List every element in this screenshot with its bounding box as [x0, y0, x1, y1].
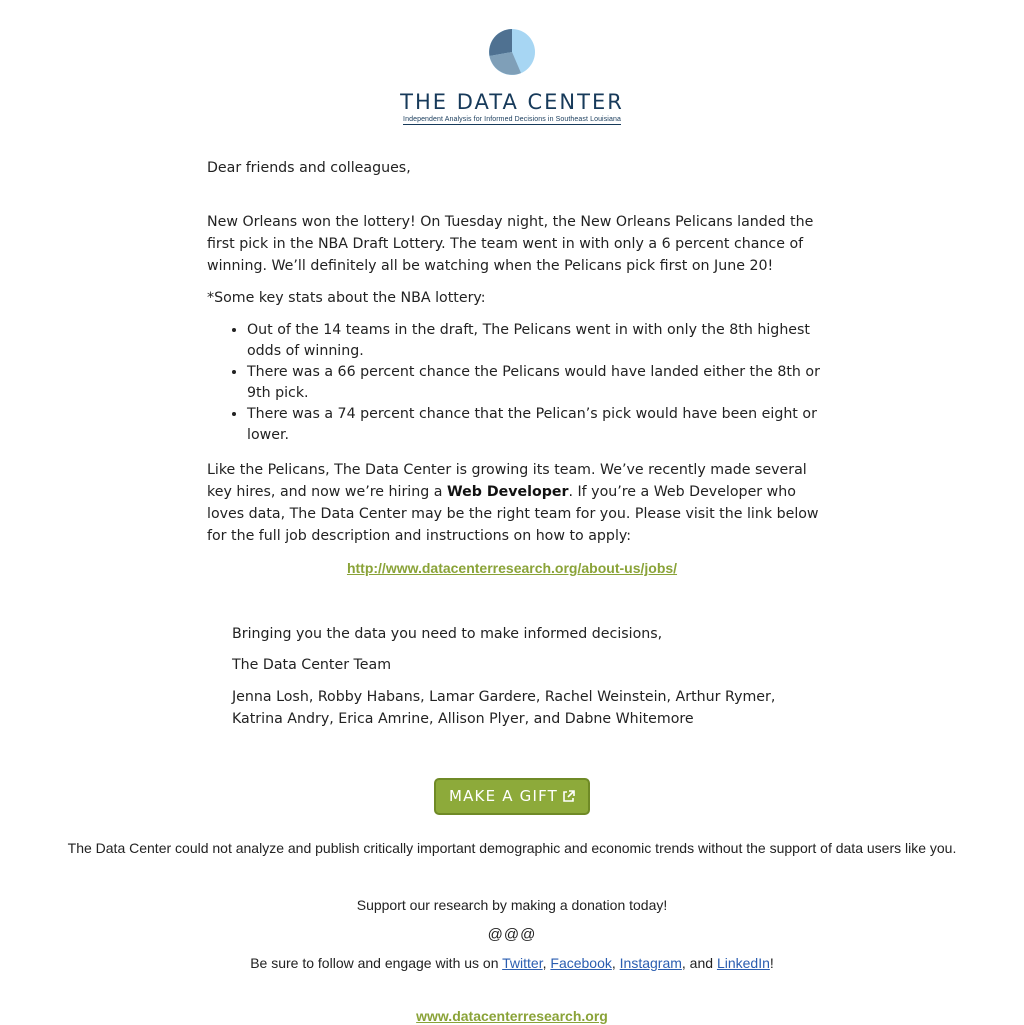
separator-text: , and [681, 955, 717, 971]
list-item: • There was a 74 percent chance that the Pelican’s pick would have been eight or lower. [247, 404, 842, 446]
donate-prompt: Support our research by making a donation today! [356, 897, 668, 913]
separator: @@@ [487, 926, 537, 943]
social-follow [0, 954, 1024, 973]
twitter-link[interactable]: Twitter [502, 955, 543, 971]
header [0, 28, 1024, 123]
follow-text: Be sure to follow and engage with us on [250, 955, 503, 971]
web-developer-highlight: Web Developer [446, 484, 569, 500]
closing-line: Bringing you the data you need to make informed decisions, [232, 626, 663, 642]
facebook-link[interactable]: Facebook [550, 955, 612, 971]
hiring-text-start: Like the Pelicans, The Data Center is growing its team. We’ve recently made several key hires, and now we’re hiring a [207, 462, 807, 500]
hiring-paragraph [207, 459, 822, 547]
pie-logo-icon [488, 28, 536, 76]
greeting: Dear friends and colleagues, [207, 160, 411, 176]
make-a-gift-button[interactable] [434, 778, 590, 815]
jobs-link[interactable]: http://www.datacenterresearch.org/about-us/jobs/ [346, 560, 678, 576]
list-item: • Out of the 14 teams in the draft, The Pelicans went in with only the 8th highest odds of winning. [247, 320, 842, 362]
instagram-link[interactable]: Instagram [619, 955, 682, 971]
website-link[interactable]: www.datacenterresearch.org [416, 1008, 608, 1024]
team-signature: The Data Center Team [232, 657, 392, 673]
linkedin-link[interactable]: LinkedIn [716, 955, 770, 971]
hiring-text-end: . If you’re a Web Developer who loves data, The Data Center may be the right team for you. Please visit the link below for the full job description and instructions on how to apply: [207, 484, 819, 544]
brand-name: THE DATA CENTER [400, 90, 624, 114]
team-names: Jenna Losh, Robby Habans, Lamar Gardere, Rachel Weinstein, Arthur Rymer, Katrina Andry, Erica Amrine, Allison Plyer, and Dabne Whitemore [232, 689, 776, 727]
support-appeal: The Data Center could not analyze and publish critically important demographic and economic trends without the support of data users like you. [67, 840, 957, 856]
separator-text: , [542, 955, 551, 971]
brand-tagline: Independent Analysis for Informed Decisions in Southeast Louisiana [403, 116, 621, 123]
stats-list [227, 320, 842, 446]
list-item: • There was a 66 percent chance the Pelicans would have landed either the 8th or 9th pick. [247, 362, 842, 404]
intro-paragraph: New Orleans won the lottery! On Tuesday night, the New Orleans Pelicans landed the first pick in the NBA Draft Lottery. The team went in with only a 6 percent chance of winning. We’ll definitely all be watching when the Pelicans pick first on June 20! [207, 214, 814, 274]
gift-button-label: MAKE A GIFT [448, 787, 559, 805]
separator-text: ! [769, 955, 774, 971]
separator-text: , [611, 955, 620, 971]
stats-intro: *Some key stats about the NBA lottery: [207, 290, 486, 306]
external-link-icon [562, 790, 575, 803]
